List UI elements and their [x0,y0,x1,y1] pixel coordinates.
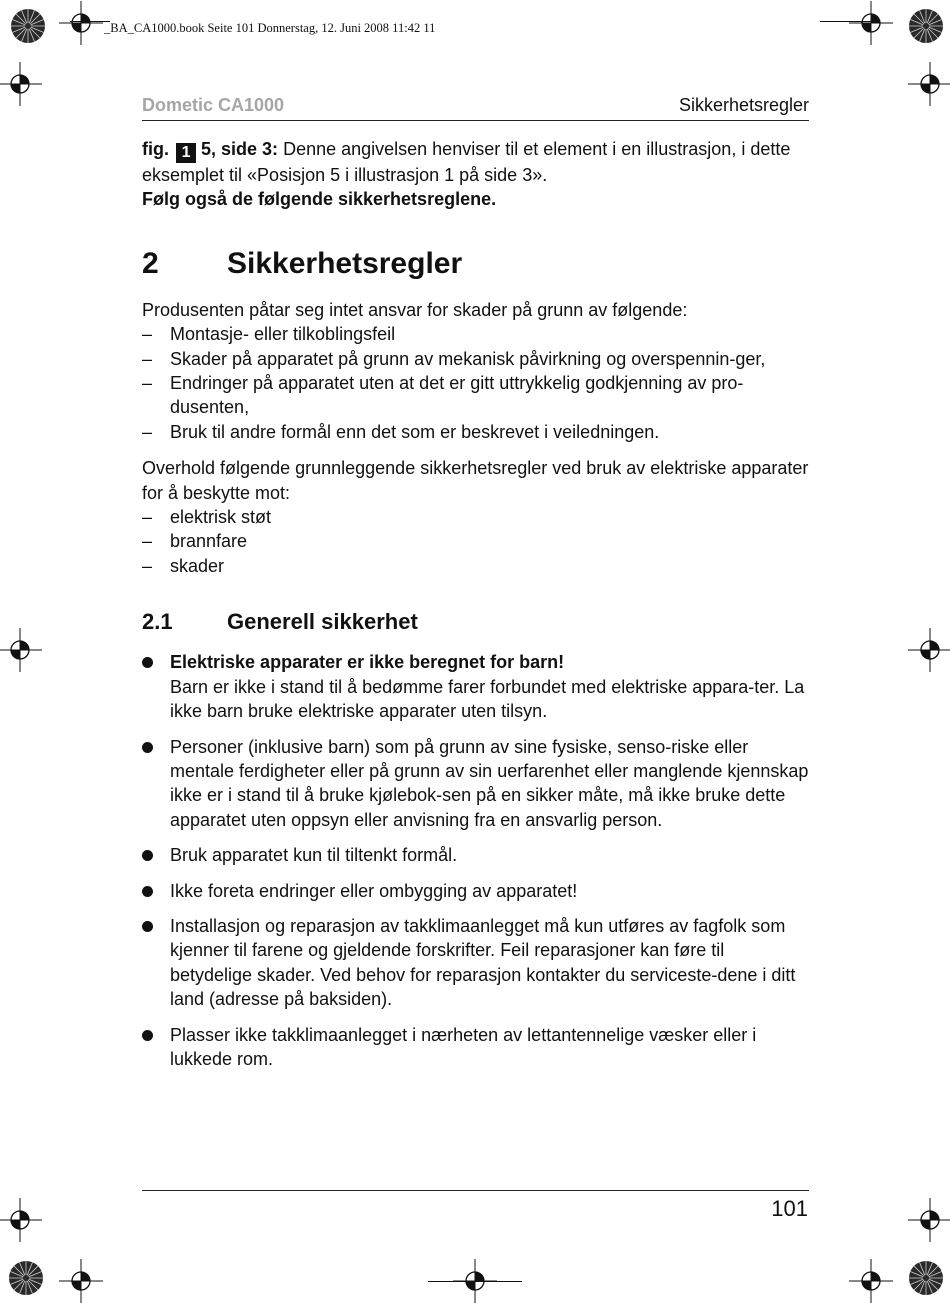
registration-starburst-icon [908,1260,944,1296]
bullet-text: Bruk apparatet kun til tiltenkt formål. [170,845,458,866]
bullet-heading: Elektriske apparater er ikke beregnet for barn! [170,652,565,673]
bullet-text: Installasjon og reparasjon av takklimaanlegget må kun utføres av fagfolk som kjenner til farene og gjeldende forskrifter. Feil reparasjoner kan føre til betydelige skader. Ved behov for reparasjon kontakter du serviceste-dene i ditt land (adresse på baksiden). [170,915,796,1010]
fig-note-text: Denne angivelsen henviser til et element i en illustrasjon, i dette eksemplet til «Posisjon 5 i illustrasjon 1 på side 3». [142,139,791,185]
header-rule [142,120,809,121]
crop-mark [820,21,880,22]
list-item [142,1023,810,1072]
safety-bullet-list [142,650,810,1071]
bullet-icon [142,657,153,668]
list-item: – brannfare [142,529,810,553]
figure-number-box: 1 [176,143,196,163]
registration-crosshair-icon [908,1198,950,1242]
figure-reference-note [142,137,810,187]
registration-crosshair-icon [0,62,42,106]
bullet-icon [142,886,153,897]
registration-starburst-icon [908,8,944,44]
bullet-icon [142,850,153,861]
list-item: – Montasje- eller tilkoblingsfeil [142,322,810,346]
chapter-heading [142,246,810,282]
bullet-icon [142,921,153,932]
bullet-icon [142,1030,153,1041]
chapter-title: Sikkerhetsregler [227,246,463,280]
bullet-text: Ikke foreta endringer eller ombygging av apparatet! [170,880,578,901]
brand-header: Dometic CA1000 [142,95,285,115]
registration-crosshair-icon [59,1259,103,1303]
list-item: – Bruk til andre formål enn det som er beskrevet i veiledningen. [142,420,810,444]
bullet-text: Barn er ikke i stand til å bedømme farer forbundet med elektriske appara-ter. La ikke barn bruke elektriske apparater uten tilsyn. [170,676,805,722]
chapter-number: 2 [142,246,159,280]
registration-crosshair-icon [0,628,42,672]
registration-crosshair-icon [908,628,950,672]
list-item: – Endringer på apparatet uten at det er gitt uttrykkelig godkjenning av pro-dusenten, [142,371,810,420]
follow-rules-note: Følg også de følgende sikkerhetsreglene. [142,189,497,210]
registration-starburst-icon [10,8,46,44]
bullet-text: Plasser ikke takklimaanlegget i nærheten av lettantennelige væsker eller i lukkede rom. [170,1024,757,1069]
list-item: – Skader på apparatet på grunn av mekanisk påvirkning og overspennin-ger, [142,347,810,371]
footer-rule [142,1190,809,1191]
list-item: – elektrisk støt [142,505,810,529]
fig-ref: 5, side 3: [201,139,279,159]
fig-prefix: fig. [142,139,169,159]
liability-intro: Produsenten påtar seg intet ansvar for skader på grunn av følgende: [142,299,688,320]
list-item [142,914,810,1012]
registration-crosshair-icon [849,1259,893,1303]
page-number: 101 [771,1196,808,1221]
registration-crosshair-icon [59,1,103,45]
page-content [142,137,810,1082]
print-info: _BA_CA1000.book Seite 101 Donnerstag, 12. Juni 2008 11:42 11 [104,21,436,35]
list-item: – skader [142,554,810,578]
list-item [142,735,810,833]
bullet-text: Personer (inklusive barn) som på grunn av sine fysiske, senso-riske eller mentale ferdigheter eller på grunn av sin uerfarenhet eller manglende kjennskap ikke er i stand til å bruke kjølebok-sen på en sikker måte, må ikke bruke dette apparatet uten oppsyn eller anvisning fra en ansvarlig person. [170,736,809,830]
section-heading [142,608,810,636]
list-item [142,879,810,903]
registration-crosshair-icon [849,1,893,45]
section-number: 2.1 [142,609,173,635]
list-item [142,650,810,723]
protection-list [142,505,810,578]
list-item [142,843,810,867]
registration-crosshair-icon [908,62,950,106]
observe-rules-paragraph: Overhold følgende grunnleggende sikkerhetsregler ved bruk av elektriske apparater for å beskytte mot: [142,458,809,503]
section-title: Generell sikkerhet [227,609,418,635]
registration-starburst-icon [8,1260,44,1296]
crop-mark [428,1281,522,1282]
registration-crosshair-icon [0,1198,42,1242]
section-header: Sikkerhetsregler [678,95,809,115]
bullet-icon [142,742,153,753]
liability-list [142,322,810,444]
